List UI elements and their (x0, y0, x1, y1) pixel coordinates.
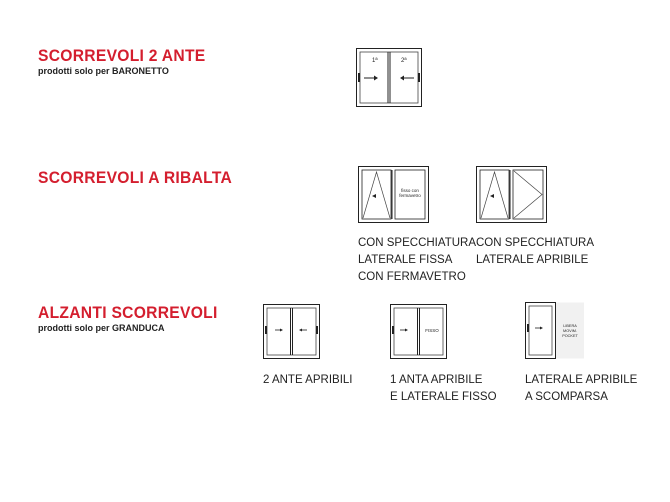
fixed-panel-label: FISSO (425, 328, 439, 333)
pocket-text-line1: LIBERA (563, 324, 577, 328)
tilt-slide-fixed-glazing-window-diagram (358, 166, 430, 224)
fixed-panel-text-line2: fermavetro (399, 193, 421, 198)
section-title-tilt-slide: SCORREVOLI A RIBALTA (38, 168, 233, 187)
sash-label-first: 1ª (372, 58, 378, 64)
lift-slide-two-sash-window-diagram (263, 304, 321, 360)
caption-openable-side-glazing: CON SPECCHIATURA LATERALE APRIBILE (476, 237, 594, 266)
pocket-text-line3: POCKET (562, 334, 578, 338)
fixed-panel-text-line1: fisso con (401, 188, 419, 193)
pocket-text-line2: MOVIM. (563, 329, 577, 333)
section-title-lift-slide: ALZANTI SCORREVOLI (38, 303, 218, 322)
lift-slide-pocket-window-diagram (525, 302, 585, 360)
lift-slide-one-sash-fixed-window-diagram (390, 304, 448, 360)
sash-label-second: 2ª (401, 58, 407, 64)
caption-two-openable-sashes: 2 ANTE APRIBILI (263, 374, 353, 386)
section-subtitle-lift-slide: prodotti solo per GRANDUCA (38, 323, 165, 333)
caption-pocket-side: LATERALE APRIBILE A SCOMPARSA (525, 374, 638, 403)
section-title-sliding-two-sash: SCORREVOLI 2 ANTE (38, 46, 206, 65)
section-subtitle-sliding-two-sash: prodotti solo per BARONETTO (38, 66, 169, 76)
sliding-two-sash-window-diagram (356, 48, 422, 108)
caption-one-sash-fixed-side: 1 ANTA APRIBILE E LATERALE FISSO (390, 374, 497, 403)
caption-fixed-side-glazing: CON SPECCHIATURA LATERALE FISSA CON FERMAVETRO (358, 237, 476, 283)
tilt-slide-openable-side-window-diagram (476, 166, 548, 224)
